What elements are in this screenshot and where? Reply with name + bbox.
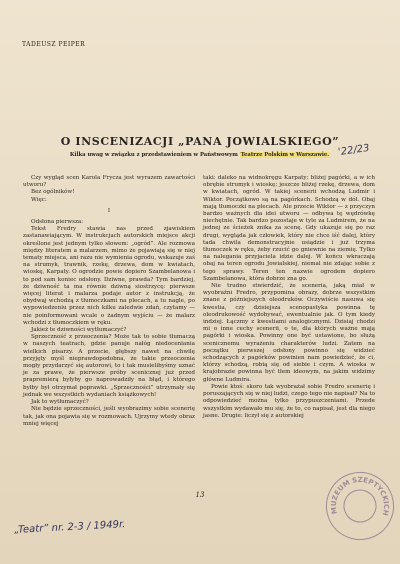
paragraph: Powie ktoś: skoro tak wyobrażał sobie Fredro scenerię i poruszających się w niej ludzi, czego tego nie napisał? Na to odpowiedzieć można tylko przypuszczeniami. Przede wszystkim wydawało mu się, że to, co napisał, jest dla niego jasne. Drugie: liczył się z autorskiej [203,383,375,419]
paragraph: Sprzeczność z przeoczenia? Może tak to sobie tłumaczą w naszych teatrach, gdzie panuje nałóg niedoceniania wielkich pisarzy. A przecie, głębszy nawet na chwilę przyjęty myśl nieprawdopodobna, że takie przeoczenia mogły przydarzyć się autorowi, to i tak musielibyśmy uznać je za prawe, że pierwsze próby scenicznej już przed prapremierą byłyby go naprowadziły na błąd, i którego byłby był otrzymał poprawki. „Sprzeczności” utrzymały się jednak we wszystkich wydaniach książkowych! [23,334,195,398]
svg-text:MUZEUM SZEPTYCKICH [322,468,394,533]
paragraph: Nie trudno stwierdzić, że sceneria, jaką miał w wyobraźni Fredro, przypomina obrazy, dobrze wszystkim znane z późniejszych oleodruków. Oczywiście nasuwa się kwestia, czy dzisiejsza scenopastyka powinna tę oleodrukowość wydobywać, ewentualnie jak. O tym kiedy indziej. Łączmy z kwestiami analogicznymi. Dzisiaj chodzi mi o inne cechy scenerii, o te, dla których ważne mają pagórki i wioska. Powinny one być ustawione, bo służą scenicznemu wyrażeniu charakterów ludzi. Zatem na początku pierwszej odsłony powinno się widzieć schodzących z pagórków powinien nam powiedzieć, że ci, którzy schodzą, robią się od siebie i czym. A wioska w krajobrazie powinna być tłem ideowym, na jakim widzimy główne Ludmira. [203,283,375,383]
museum-stamp [317,463,400,549]
paragraph: taki: daleko na widnokręgu Karpaty; bliżej pagórki, a w ich obrębie strumyk i wioskę; jeszcze bliżej rzekę, drzewa, dom w kwiatach, ogród. W takiej scenerii wchodzą Ludmir i Wiktor. Początkowo są na pagórkach. Schodzą w dół. Obaj mają tłumoczki na plecach. Ale przecie Wiktor — z przyczyn bardzo ważnych dla idei utworu — odbywa tę wędrówkę niechętnie. Tak bardzo pozostaje w tyle za Ludmirem, że na jednej ze ścieżek znika za scenę. Gdy ukazuje się po raz drugi, wygląda jak człowiek, który nie chce iść dalej, który tada chwila demonstracyjnie usiądzie i już trzyma tłumoczek w ręku, żeby rzucić go gniewnie na ziemię. Tylko na nalegania przyjaciela idzie dalej. W końcu wkraczają obaj na teren ogrodu Jowialskiej, niemal nie zdając sobie z tego sprawy. Teren ten nazwie ogrodem dopiero Szambelanowa, która dobrze zna go. [203,175,375,282]
paragraph: Jakież te dziwności wytłumaczyć? [31,327,127,334]
handwritten-source-note: „Teatr” nr. 2-3 / 1949r. [13,519,126,536]
stamp-text: MUZEUM SZEPTYCKICH [329,475,391,517]
page-number: 13 [195,491,205,499]
subtitle-highlight: Teatrze Polskim w Warszawie. [240,152,330,158]
handwritten-date: '22/23 [337,142,371,159]
subtitle-prefix: Kilka uwag w związku z przedstawieniem w Państwowym [69,152,240,158]
right-column [203,175,375,420]
paragraph: Tekst Fredry stawia nas przed zjawiskiem zastanawiającym. W instrukcjach autorskich miejsce akcji określone jest jednym tylko słowem: „ogród”. Ale rozmowa między literatem a malarzem, mimo że pojawiają się w niej tematy miejsca, ani razu nie wymienia ogrodu, wskazuje zaś na strumyk, trawnik, rzekę, drzewa, dom w kwiatach, wioskę, Karpaty. O ogrodzie powie dopiero Szambelanowa i to pod sam koniec odsłony. Dziwne, prawda? Tym bardziej, że dziwność ta ma równie dziwną siostrzycę: pierwsze więcej literat i malarza podaje autor z instrukcją, że obydwaj wchodzą z tłumoczkami na plecach, a tu nagle, po wypowiedzeniu przez nich kilku zaledwie zdań, czytamy — nie poinformowani wcale o żadnym wyjściu — że malarz wchodzi z tłumoczkiem w ręku. [23,226,195,326]
paragraph: Nie będzie sprzeczności, jeśli wyobrazimy sobie scenerię tak, jak ona pojawia się w rozmowach. Ujrzymy wtedy obraz mniej więcej [23,406,195,427]
paragraph: Odsłona pierwsza: [31,219,84,226]
author-name: TADEUSZ PEIPER [22,41,86,48]
paragraph: I [107,207,111,214]
paragraph: Czy wygląd scen Karola Frycza jest wyrazem zawartości utworu? [23,175,195,189]
paragraph: Bez ogólników! [31,189,75,196]
paragraph: Jak to wytłumaczyć? [31,399,89,406]
paragraph: Więc: [31,196,47,203]
stamp-graphic [318,464,400,547]
left-column [23,175,195,428]
article-title: O INSCENIZACJI „PANA JOWIALSKIEGO” [60,135,340,148]
